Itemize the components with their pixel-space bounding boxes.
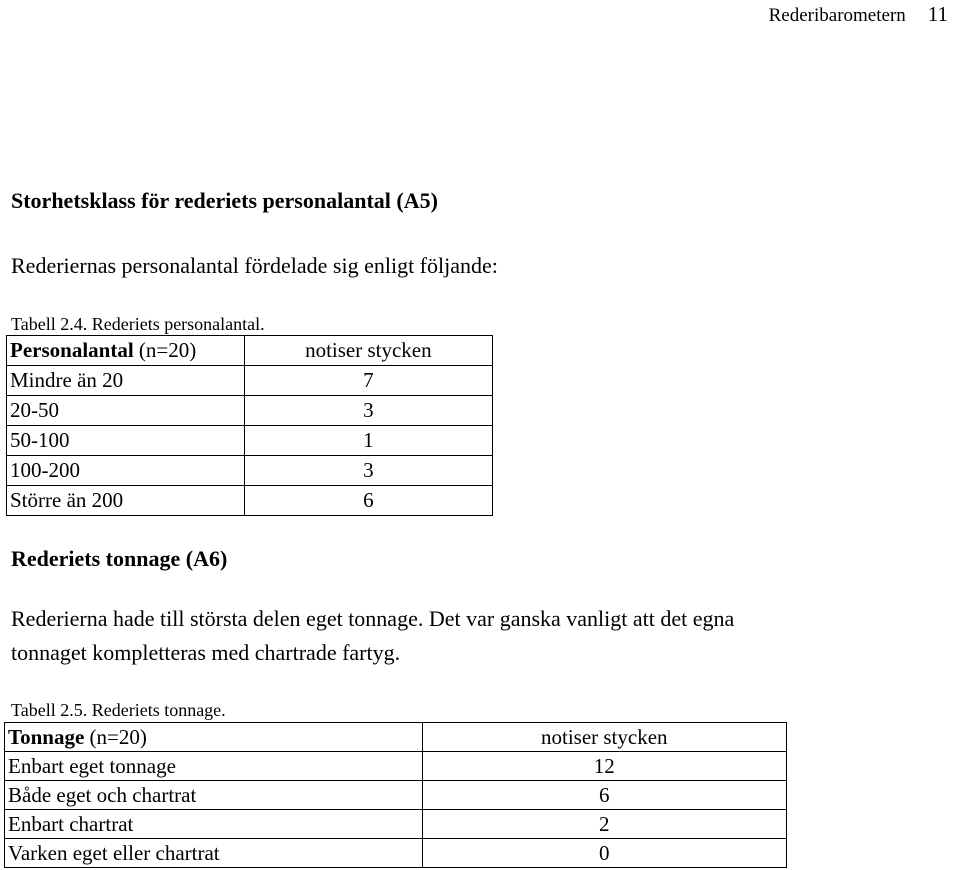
table-row: [5, 752, 787, 781]
table-header-row: [7, 336, 493, 366]
table-caption-2-4: Tabell 2.4. Rederiets personalantal.: [11, 314, 265, 334]
row-label: 20-50: [7, 396, 245, 426]
page-number: 11: [927, 2, 948, 26]
row-label: Varken eget eller chartrat: [5, 839, 423, 868]
row-label: Enbart chartrat: [5, 810, 423, 839]
column-header-label: [7, 336, 245, 366]
table-header-row: [5, 723, 787, 752]
row-value: 7: [244, 366, 492, 396]
row-label: Enbart eget tonnage: [5, 752, 423, 781]
table-caption-2-5: Tabell 2.5. Rederiets tonnage.: [11, 700, 226, 720]
table-row: [5, 810, 787, 839]
row-label: Både eget och chartrat: [5, 781, 423, 810]
tonnage-table: [4, 722, 787, 868]
table-row: [7, 366, 493, 396]
table-row: [5, 839, 787, 868]
row-value: 6: [244, 486, 492, 516]
section-paragraph-a6-line1: Rederierna hade till största delen eget tonnage. Det var ganska vanligt att det egna: [11, 606, 735, 631]
running-title: Rederibarometern: [768, 5, 906, 26]
row-value: 3: [244, 396, 492, 426]
column-header-label-rest: (n=20): [84, 724, 147, 749]
staff-count-table: [6, 335, 493, 516]
row-label: 100-200: [7, 456, 245, 486]
section-heading-a5: Storhetsklass för rederiets personalantal (A5): [11, 188, 438, 213]
row-value: 3: [244, 456, 492, 486]
row-label: Större än 200: [7, 486, 245, 516]
row-value: 0: [422, 839, 786, 868]
row-value: 2: [422, 810, 786, 839]
row-value: 1: [244, 426, 492, 456]
table-row: [7, 486, 493, 516]
row-label: Mindre än 20: [7, 366, 245, 396]
column-header-label-bold: Tonnage: [8, 724, 85, 749]
row-value: 12: [422, 752, 786, 781]
page-header: [769, 2, 948, 28]
column-header-label-bold: Personalantal: [10, 338, 134, 362]
table-row: [7, 396, 493, 426]
row-value: 6: [422, 781, 786, 810]
column-header-label: [5, 723, 423, 752]
table-row: [7, 426, 493, 456]
table-row: [7, 456, 493, 486]
section-paragraph-a6-line2: tonnaget kompletteras med chartrade fartyg.: [11, 640, 401, 665]
table-row: [5, 781, 787, 810]
column-header-value: notiser stycken: [422, 723, 786, 752]
row-label: 50-100: [7, 426, 245, 456]
column-header-value: notiser stycken: [244, 336, 492, 366]
column-header-label-rest: (n=20): [133, 338, 197, 362]
section-intro-a5: Rederiernas personalantal fördelade sig enligt följande:: [11, 253, 498, 278]
section-heading-a6: Rederiets tonnage (A6): [11, 546, 228, 571]
